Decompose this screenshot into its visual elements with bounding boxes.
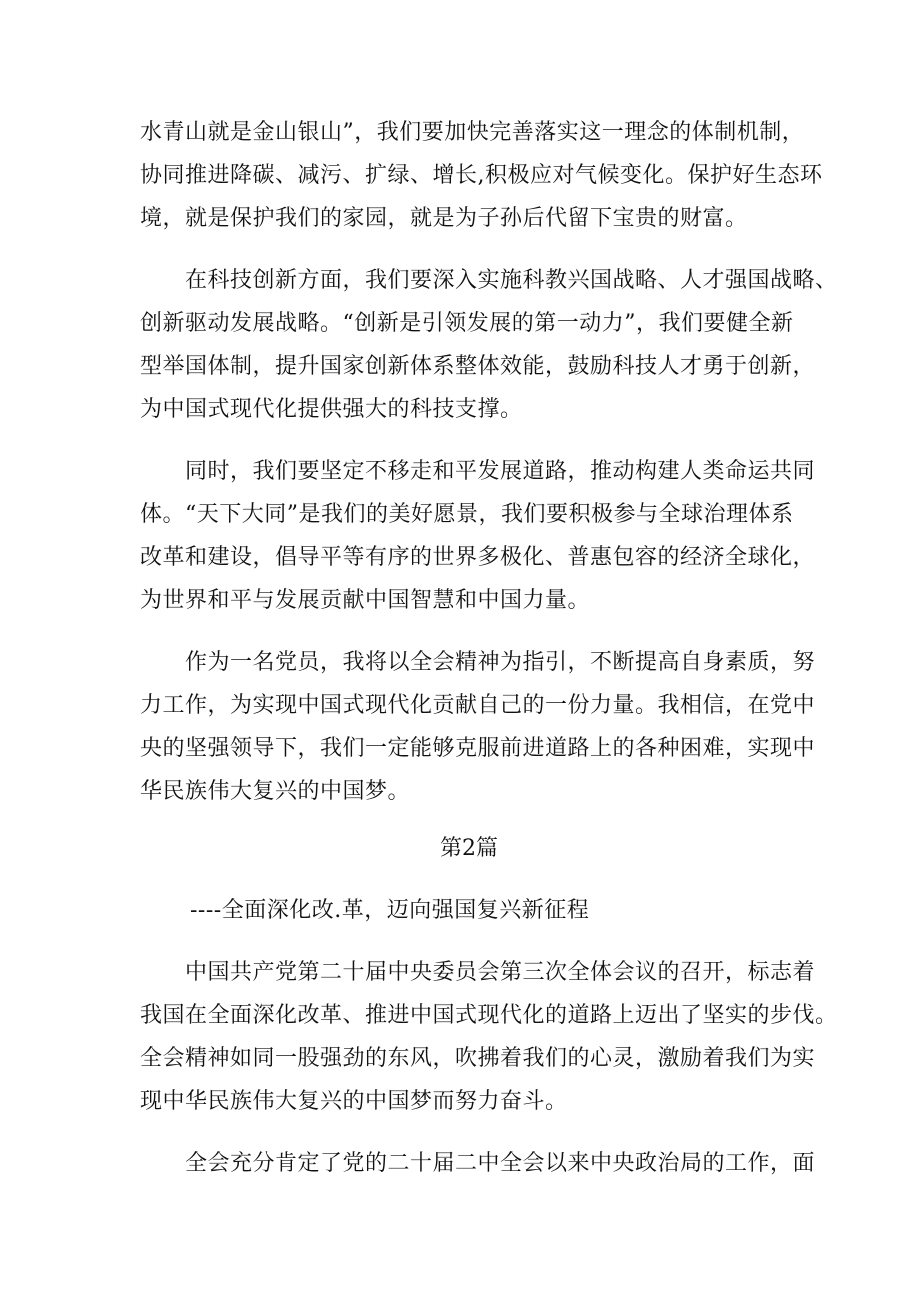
paragraph-line: 中国共产党第二十届中央委员会第三次全体会议的召开，标志着	[185, 960, 816, 985]
paragraph-line: 同时，我们要坚定不移走和平发展道路，推动构建人类命运共同	[185, 459, 816, 484]
paragraph-line: 水青山就是金山银山”，我们要加快完善落实这一理念的体制机制，	[140, 120, 805, 145]
paragraph-line: 境，就是保护我们的家园，就是为子孙后代留下宝贵的财富。	[140, 206, 748, 231]
paragraph-line: 我国在全面深化改革、推进中国式现代化的道路上迈出了坚实的步伐。	[140, 1003, 838, 1028]
paragraph-line: 力工作，为实现中国式现代化贡献自己的一份力量。我相信，在党中	[140, 693, 816, 718]
paragraph-line: 央的坚强领导下，我们一定能够克服前进道路上的各种困难，实现中	[140, 736, 816, 761]
paragraph-line: 创新驱动发展战略。“创新是引领发展的第一动力”，我们要健全新	[140, 311, 794, 336]
paragraph-line: 型举国体制，提升国家创新体系整体效能，鼓励科技人才勇于创新，	[140, 354, 816, 379]
paragraph-line: 全会充分肯定了党的二十届二中全会以来中央政治局的工作，面	[185, 1151, 816, 1176]
paragraph-line: 全会精神如同一股强劲的东风，吹拂着我们的心灵，激励着我们为实	[140, 1046, 816, 1071]
paragraph-line: 为中国式现代化提供强大的科技支撑。	[140, 397, 523, 422]
section-subtitle: ----全面深化改.革，迈向强国复兴新征程	[190, 898, 590, 923]
paragraph-line: 体。“天下大同”是我们的美好愿景，我们要积极参与全球治理体系	[140, 502, 794, 527]
paragraph-line: 改革和建设，倡导平等有序的世界多极化、普惠包容的经济全球化，	[140, 545, 816, 570]
paragraph-line: 现中华民族伟大复兴的中国梦而努力奋斗。	[140, 1089, 568, 1114]
paragraph-line: 华民族伟大复兴的中国梦。	[140, 779, 411, 804]
paragraph-line: 协同推进降碳、减污、扩绿、增长,积极应对气候变化。保护好生态环	[140, 163, 823, 188]
paragraph-line: 在科技创新方面，我们要深入实施科教兴国战略、人才强国战略、	[185, 268, 838, 293]
paragraph-line: 作为一名党员，我将以全会精神为指引，不断提高自身素质，努	[185, 650, 816, 675]
paragraph-line: 为世界和平与发展贡献中国智慧和中国力量。	[140, 588, 591, 613]
section-title: 第2篇	[440, 836, 498, 861]
